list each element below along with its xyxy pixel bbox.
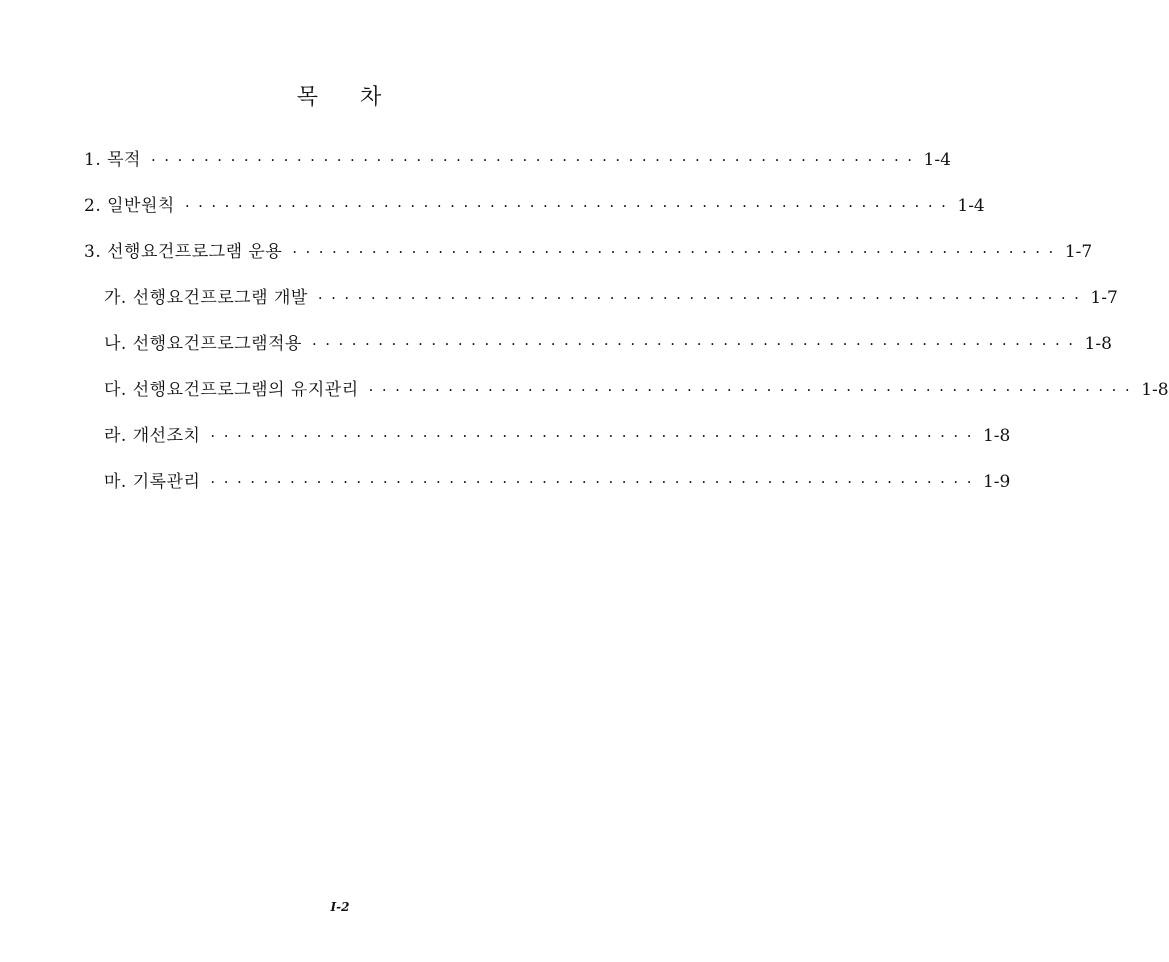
toc-leader-dots: ·························································· (210, 427, 980, 445)
toc-entry-page: 1-4 (923, 150, 951, 170)
toc-entry-label: 가. 선행요건프로그램 개발 (104, 288, 308, 308)
toc-entry-label: 마. 기록관리 (104, 472, 201, 492)
toc-entry-label: 1. 목적 (84, 150, 141, 170)
toc-entry-label: 다. 선행요건프로그램의 유지관리 (104, 380, 359, 400)
toc-entry-label: 2. 일반원칙 (84, 196, 175, 216)
toc-subentry[interactable] (84, 375, 1169, 421)
title-part-2: 차 (360, 85, 384, 110)
toc-entry-label: 라. 개선조치 (104, 426, 201, 446)
table-of-contents (84, 145, 1169, 513)
toc-entry-page: 1-7 (1064, 242, 1093, 262)
toc-entry[interactable] (84, 145, 951, 191)
toc-entry-page: 1-8 (982, 426, 1011, 446)
toc-entry[interactable] (84, 191, 985, 237)
toc-entry-page: 1-7 (1090, 288, 1118, 308)
toc-entry-label: 나. 선행요건프로그램적용 (104, 334, 302, 354)
toc-entry-page: 1-9 (982, 472, 1011, 492)
toc-leader-dots: ·························································· (210, 473, 980, 491)
toc-entry[interactable] (84, 237, 1093, 283)
toc-entry-page: 1-4 (957, 196, 985, 216)
toc-subentry[interactable] (84, 283, 1118, 329)
toc-subentry[interactable] (84, 467, 1011, 513)
toc-subentry[interactable] (84, 329, 1112, 375)
toc-entry-page: 1-8 (1084, 334, 1112, 354)
toc-leader-dots: ·························································· (292, 243, 1062, 261)
toc-entry-page: 1-8 (1141, 380, 1169, 400)
toc-subentry[interactable] (84, 421, 1011, 467)
toc-leader-dots: ·························································· (184, 197, 955, 215)
title-part-1: 목 (296, 85, 320, 110)
toc-leader-dots: ·························································· (317, 289, 1088, 307)
toc-leader-dots: ·························································· (311, 335, 1082, 353)
toc-leader-dots: ·························································· (150, 151, 921, 169)
toc-entry-label: 3. 선행요건프로그램 운용 (84, 242, 283, 262)
toc-leader-dots: ·························································· (368, 381, 1139, 399)
page-number: I-2 (330, 900, 350, 914)
page-title (0, 80, 680, 111)
